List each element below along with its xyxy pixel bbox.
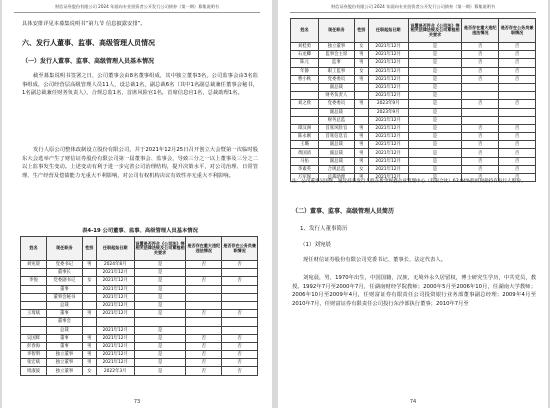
table-cell-v1: 否 bbox=[186, 261, 222, 269]
table-cell-duty: 监事 bbox=[318, 59, 354, 67]
table-cell-duty: 董事会秘书 bbox=[46, 293, 82, 301]
table-cell-v1: 否 bbox=[462, 43, 499, 51]
table-cell-v1: 否 bbox=[462, 133, 499, 141]
table-cell-name: 刘之欣 bbox=[291, 100, 319, 108]
table-row bbox=[21, 342, 258, 350]
table-header-row bbox=[291, 19, 536, 43]
table-cell-v2: 否 bbox=[499, 165, 536, 173]
table-row bbox=[291, 149, 536, 157]
table-cell-sex bbox=[82, 285, 96, 293]
running-header-left: 财信证券股份有限公司 2024 年面向专业投资者公开发行公司债券（第一期）募集说明书 bbox=[14, 4, 260, 13]
table-cell-ok: 是 bbox=[408, 124, 462, 132]
table-cell-ok: 是 bbox=[408, 67, 462, 75]
bio-detail: 刘宛晨，男，1970年出生，中国国籍，汉族，无境外永久居留权，博士研究生学历，中共党员，教授。1992年7月至2000年7月，任湖南财经学院教师；2000年5月至2006年10月，任湖南大学教师；2006年10月至2009年4月，任财富证券有限责任公司投资银行业务部董事副总经理；2009年4月至2010年7月，任财富证券有限责任公司投行东沙部执行董事；2010年7月至 bbox=[292, 275, 536, 307]
table-cell-ok: 是 bbox=[408, 133, 462, 141]
paragraph-restructure: 发行人原公司整体改制设立股份有限公司，并于2021年12月25日召开创立大会暨第一次临时股东大会选举产生了财信证券股份有限公司第一届董事会、监事会，导致三分之一以上董事及三分之二以上监事发生变动。上述变动有利于进一步完善公司治理结构，提升决策水平，对公司治理、日常管理、生产经营及偿债能力无重大不利影响，对公司有权机构决议有效性亦无重大不利影响。 bbox=[22, 147, 258, 179]
table-cell-v1: 否 bbox=[462, 149, 499, 157]
table-cell-sex: 男 bbox=[354, 157, 368, 165]
table-cell-v2: 否 bbox=[499, 51, 536, 59]
table-cell-duty: 党委副书记 bbox=[46, 277, 82, 285]
intro-paragraph: 具体安排详见本募集说明书“第九节 信息披露安排”。 bbox=[22, 21, 146, 27]
table-cell-duty: 副总裁 bbox=[318, 157, 354, 165]
table-cell-duty: 副总裁 bbox=[318, 141, 354, 149]
table-cell-ok: 是 bbox=[408, 83, 462, 91]
table-cell-v1: 否 bbox=[186, 359, 222, 367]
table-cell-duty: 总裁 bbox=[46, 301, 82, 309]
table-row bbox=[21, 277, 258, 285]
table-cell-duty: 副总裁 bbox=[318, 149, 354, 157]
table-cell-name: 万军保 bbox=[291, 174, 319, 182]
table-cell-name: 李智明 bbox=[21, 351, 47, 359]
table-cell-ok: 是 bbox=[134, 326, 186, 334]
table-cell-date: 2021年12月 bbox=[96, 301, 134, 309]
table-cell-name: 陈元 bbox=[291, 59, 319, 67]
table-cell-name: 刘宛晨 bbox=[21, 261, 47, 269]
table-cell-name bbox=[21, 293, 47, 301]
table-cell-v2: 否 bbox=[222, 342, 258, 350]
col-header: 设置是否符合《公司法》等相关法律法规及公司章程相关要求 bbox=[134, 237, 186, 261]
table-cell-v1: 否 bbox=[462, 75, 499, 83]
table-cell-v1: 否 bbox=[462, 67, 499, 75]
table-cell-ok: 是 bbox=[134, 285, 186, 293]
table-cell-ok bbox=[134, 318, 186, 326]
table-cell-v1 bbox=[462, 116, 499, 124]
table-cell-v1: 否 bbox=[186, 367, 222, 375]
table-cell-v1: 否 bbox=[186, 334, 222, 342]
table-cell-sex bbox=[82, 326, 96, 334]
table-cell-v2: 否 bbox=[222, 367, 258, 375]
table-cell-ok: 是 bbox=[408, 141, 462, 149]
table-cell-sex: 男 bbox=[82, 351, 96, 359]
table-cell-v2: 否 bbox=[222, 351, 258, 359]
table-cell-sex: 女 bbox=[354, 165, 368, 173]
table-row bbox=[21, 293, 258, 301]
table-cell-sex: 男 bbox=[354, 174, 368, 182]
table-cell-ok: 是 bbox=[134, 359, 186, 367]
table-cell-v2: 否 bbox=[499, 149, 536, 157]
table-cell-sex: 女 bbox=[354, 43, 368, 51]
bio-role: 现任财信证券股份有限公司党委书记、董事长、法定代表人。 bbox=[303, 257, 447, 263]
table-cell-v1 bbox=[186, 293, 222, 301]
table-row bbox=[21, 261, 258, 269]
subsection-heading: （一）发行人董事、监事、高级管理人员基本情况 bbox=[22, 58, 155, 65]
table-row bbox=[291, 51, 536, 59]
table-cell-date: 2021年12月 bbox=[368, 149, 408, 157]
table-cell-ok: 是 bbox=[134, 310, 186, 318]
table-cell-ok: 是 bbox=[134, 277, 186, 285]
table-cell-date: 2021年12月 bbox=[96, 269, 134, 277]
col-header: 性别 bbox=[354, 19, 368, 43]
table-cell-sex: 男 bbox=[354, 51, 368, 59]
col-header: 性别 bbox=[82, 237, 96, 261]
table-cell-v1: 否 bbox=[462, 174, 499, 182]
table-cell-name: 谭汉洲 bbox=[291, 124, 319, 132]
table-row bbox=[291, 67, 536, 75]
management-table bbox=[20, 236, 258, 376]
table-cell-duty: 董事会 bbox=[46, 318, 82, 326]
table-cell-duty: 独立董事 bbox=[318, 43, 354, 51]
table-cell-sex: 男 bbox=[354, 75, 368, 83]
table-cell-ok: 是 bbox=[408, 174, 462, 182]
table-cell-v1 bbox=[462, 92, 499, 100]
table-row bbox=[21, 359, 258, 367]
table-cell-v2: 否 bbox=[499, 43, 536, 51]
page-right bbox=[278, 0, 548, 408]
table-cell-sex: 男 bbox=[354, 100, 368, 108]
table-cell-name bbox=[21, 285, 47, 293]
table-cell-ok: 是 bbox=[134, 367, 186, 375]
table-row bbox=[291, 124, 536, 132]
table-cell-v1 bbox=[186, 285, 222, 293]
table-cell-ok: 是 bbox=[408, 75, 462, 83]
table-cell-ok: 是 bbox=[408, 157, 462, 165]
table-row bbox=[291, 83, 536, 91]
table-cell-v1: 否 bbox=[186, 277, 222, 285]
table-cell-sex: 男 bbox=[82, 261, 96, 269]
table-cell-duty: 总裁助理 bbox=[318, 174, 354, 182]
table-cell-sex: 男 bbox=[354, 59, 368, 67]
table-cell-name: 张宏斌 bbox=[21, 359, 47, 367]
col-header: 现任职务 bbox=[46, 237, 82, 261]
table-row bbox=[291, 75, 536, 83]
table-cell-v2 bbox=[222, 326, 258, 334]
table-cell-name: 王琦斌 bbox=[21, 310, 47, 318]
table-cell-v1: 否 bbox=[462, 157, 499, 165]
table-cell-date: 2021年12月 bbox=[368, 43, 408, 51]
table-cell-duty: 独立董事 bbox=[46, 367, 82, 375]
table-cell-name: 马佑 bbox=[291, 157, 319, 165]
table-cell-v1 bbox=[462, 108, 499, 116]
table-cell-v2: 否 bbox=[499, 75, 536, 83]
table-cell-duty: 首席信息官 bbox=[318, 133, 354, 141]
table-cell-ok: 是 bbox=[408, 51, 462, 59]
table-cell-date: 2021年12月 bbox=[368, 124, 408, 132]
table-cell-ok: 是 bbox=[134, 261, 186, 269]
table-row bbox=[291, 157, 536, 165]
table-cell-ok: 是 bbox=[408, 108, 462, 116]
table-cell-v1: 否 bbox=[462, 51, 499, 59]
table-row bbox=[21, 326, 258, 334]
table-cell-ok: 是 bbox=[134, 293, 186, 301]
table-cell-v2 bbox=[222, 293, 258, 301]
table-cell-name: 陈永刚 bbox=[291, 133, 319, 141]
table-cell-sex: 男 bbox=[354, 141, 368, 149]
table-cell-duty: 副总裁 bbox=[318, 83, 354, 91]
table-cell-v2: 否 bbox=[222, 334, 258, 342]
table-cell-date: 2021年12月 bbox=[368, 141, 408, 149]
table-cell-date: 2021年12月 bbox=[96, 293, 134, 301]
table-cell-date: 2021年12月 bbox=[96, 342, 134, 350]
table-cell-duty: 董事 bbox=[46, 285, 82, 293]
table-row bbox=[21, 269, 258, 277]
table-cell-duty: 董事 bbox=[46, 310, 82, 318]
table-cell-ok: 是 bbox=[408, 92, 462, 100]
table-cell-duty: 总裁 bbox=[46, 326, 82, 334]
table-cell-v2: 否 bbox=[499, 67, 536, 75]
table-cell-duty: 财务负责人 bbox=[318, 92, 354, 100]
table-row bbox=[291, 108, 536, 116]
table-cell-date: 2021年12月 bbox=[368, 174, 408, 182]
table-cell-name bbox=[21, 301, 47, 309]
table-caption: 表4-19 公司董事、监事、高级管理人员基本情况 bbox=[82, 228, 198, 234]
table-cell-date: 2021年12月 bbox=[96, 351, 134, 359]
table-row bbox=[291, 59, 536, 67]
table-cell-name: 吴国辉 bbox=[21, 334, 47, 342]
table-row bbox=[291, 100, 536, 108]
table-cell-ok: 是 bbox=[134, 301, 186, 309]
table-cell-v1: 否 bbox=[462, 165, 499, 173]
table-cell-v2 bbox=[222, 318, 258, 326]
table-cell-duty: 党委委员 bbox=[318, 100, 354, 108]
table-cell-v1 bbox=[186, 318, 222, 326]
table-cell-date: 2024年8月 bbox=[96, 261, 134, 269]
table-cell-v2: 否 bbox=[222, 359, 258, 367]
table-cell-ok: 是 bbox=[134, 269, 186, 277]
table-cell-duty: 独立董事 bbox=[46, 351, 82, 359]
table-cell-ok: 是 bbox=[134, 351, 186, 359]
table-note: 注：公司董事吴国辉、通过持有发行人股东新余财鑫企业管理中心（有限合伙）63.84%股权间接持有发行人股份。 bbox=[292, 179, 526, 184]
table-cell-v1: 否 bbox=[462, 59, 499, 67]
table-cell-name bbox=[291, 92, 319, 100]
table-cell-v1 bbox=[462, 83, 499, 91]
table-cell-ok: 是 bbox=[408, 100, 462, 108]
table-cell-name bbox=[21, 326, 47, 334]
table-cell-duty: 首席风险官 bbox=[318, 124, 354, 132]
table-row bbox=[291, 43, 536, 51]
table-row bbox=[21, 367, 258, 375]
table-cell-v2 bbox=[222, 285, 258, 293]
table-cell-sex bbox=[354, 92, 368, 100]
table-cell-sex: 男 bbox=[82, 334, 96, 342]
table-cell-name bbox=[21, 269, 47, 277]
col-header: 是否存在公务员兼职情况 bbox=[499, 19, 536, 43]
table-cell-duty: 董事长 bbox=[46, 269, 82, 277]
table-cell-duty: 职工监事 bbox=[318, 67, 354, 75]
table-row bbox=[21, 285, 258, 293]
table-row bbox=[291, 133, 536, 141]
table-cell-v1: 否 bbox=[462, 100, 499, 108]
table-cell-sex bbox=[82, 318, 96, 326]
table-cell-date: 2021年12月 bbox=[96, 310, 134, 318]
table-cell-date: 2021年12月 bbox=[96, 359, 134, 367]
col-header: 姓名 bbox=[21, 237, 47, 261]
table-cell-v1: 否 bbox=[186, 310, 222, 318]
table-cell-date: 2021年12月 bbox=[368, 67, 408, 75]
section-heading: 六、发行人董事、监事、高级管理人员情况 bbox=[22, 39, 155, 47]
table-cell-v2: 否 bbox=[222, 261, 258, 269]
table-cell-ok: 是 bbox=[408, 43, 462, 51]
table-cell-v2: 否 bbox=[499, 124, 536, 132]
table-row bbox=[21, 310, 258, 318]
table-cell-duty: 董事 bbox=[46, 342, 82, 350]
col-header: 任职起始日期 bbox=[368, 19, 408, 43]
table-cell-sex: 女 bbox=[354, 67, 368, 75]
table-cell-sex: 男 bbox=[354, 149, 368, 157]
table-cell-v2: 否 bbox=[222, 277, 258, 285]
table-cell-sex: 男 bbox=[354, 133, 368, 141]
table-cell-name bbox=[291, 108, 319, 116]
table-cell-v2: 否 bbox=[499, 157, 536, 165]
table-row bbox=[21, 318, 258, 326]
table-cell-duty: 董事 bbox=[46, 334, 82, 342]
table-cell-name: 石龙卿 bbox=[291, 51, 319, 59]
item-heading: 1、发行人董事简历 bbox=[300, 226, 348, 232]
table-cell-date: 2021年12月 bbox=[96, 277, 134, 285]
table-cell-v2: 否 bbox=[499, 133, 536, 141]
table-row bbox=[291, 92, 536, 100]
table-row bbox=[291, 141, 536, 149]
table-cell-date: 2021年12月 bbox=[368, 92, 408, 100]
table-cell-date: 2022年3月 bbox=[96, 367, 134, 375]
table-row bbox=[21, 301, 258, 309]
table-cell-duty: 合规总监 bbox=[318, 165, 354, 173]
table-cell-v2 bbox=[499, 116, 536, 124]
table-cell-v1 bbox=[186, 326, 222, 334]
table-cell-v1: 否 bbox=[186, 351, 222, 359]
table-cell-name: 彭春海 bbox=[21, 342, 47, 350]
table-cell-v2 bbox=[499, 108, 536, 116]
table-cell-date: 2023年9月 bbox=[368, 100, 408, 108]
page-left bbox=[2, 0, 272, 408]
table-cell-ok: 是 bbox=[134, 342, 186, 350]
table-cell-duty: 监事会主席 bbox=[318, 51, 354, 59]
table-cell-duty: 党委书记 bbox=[46, 261, 82, 269]
table-row bbox=[291, 165, 536, 173]
col-header: 是否存在公务员兼职情况 bbox=[222, 237, 258, 261]
table-cell-date: 2021年12月 bbox=[368, 51, 408, 59]
table-cell-name bbox=[291, 116, 319, 124]
table-cell-sex: 男 bbox=[82, 342, 96, 350]
col-header: 是否存在重大违纪违法情况 bbox=[462, 19, 499, 43]
col-header: 姓名 bbox=[291, 19, 319, 43]
table-cell-sex bbox=[354, 83, 368, 91]
page-number-right: 74 bbox=[409, 399, 417, 405]
table-header-row bbox=[21, 237, 258, 261]
table-cell-sex: 女 bbox=[82, 277, 96, 285]
table-cell-date: 2021年12月 bbox=[368, 83, 408, 91]
table-cell-v2: 否 bbox=[499, 141, 536, 149]
table-cell-v2: 否 bbox=[499, 174, 536, 182]
table-cell-duty: 副总裁 bbox=[318, 108, 354, 116]
table-cell-duty: 独立董事 bbox=[46, 359, 82, 367]
table-cell-date: 2021年12月 bbox=[96, 285, 134, 293]
table-cell-name: 王璐 bbox=[291, 141, 319, 149]
table-cell-name: 刘桂勇 bbox=[291, 43, 319, 51]
table-cell-sex: 男 bbox=[354, 124, 368, 132]
table-cell-ok: 是 bbox=[408, 149, 462, 157]
table-cell-date: 2021年12月 bbox=[368, 133, 408, 141]
table-cell-v1 bbox=[186, 269, 222, 277]
table-cell-sex: 女 bbox=[82, 367, 96, 375]
table-cell-v1: 否 bbox=[462, 141, 499, 149]
table-cell-duty: 党委委员 bbox=[318, 75, 354, 83]
table-cell-ok: 是 bbox=[134, 334, 186, 342]
table-cell-v1 bbox=[186, 301, 222, 309]
table-cell-date: 2021年12月 bbox=[368, 116, 408, 124]
table-cell-sex: 男 bbox=[82, 310, 96, 318]
table-cell-sex bbox=[82, 293, 96, 301]
table-cell-v2: 否 bbox=[499, 100, 536, 108]
table-cell-name: 李悦 bbox=[21, 277, 47, 285]
table-cell-sex bbox=[82, 301, 96, 309]
table-cell-sex bbox=[354, 116, 368, 124]
table-cell-date: 2023年9月 bbox=[368, 108, 408, 116]
table-cell-v1: 否 bbox=[186, 342, 222, 350]
table-cell-name bbox=[21, 318, 47, 326]
table-cell-name: 李素英 bbox=[291, 165, 319, 173]
table-cell-sex bbox=[82, 269, 96, 277]
table-cell-date bbox=[96, 318, 134, 326]
table-row bbox=[291, 116, 536, 124]
table-cell-sex: 男 bbox=[82, 359, 96, 367]
col-header: 设置是否符合《公司法》等相关法律法规及公司章程相关要求 bbox=[408, 19, 462, 43]
table-cell-ok: 是 bbox=[408, 165, 462, 173]
table-cell-date: 2021年12月 bbox=[368, 157, 408, 165]
table-cell-name: 曹小秋 bbox=[291, 75, 319, 83]
table-cell-v2 bbox=[499, 92, 536, 100]
table-cell-date: 2021年12月 bbox=[96, 334, 134, 342]
table-cell-date: 2021年12月 bbox=[368, 75, 408, 83]
table-cell-name: 周淑波 bbox=[21, 367, 47, 375]
col-header: 现任职务 bbox=[318, 19, 354, 43]
table-cell-date: 2021年12月 bbox=[368, 59, 408, 67]
table-cell-v1: 否 bbox=[462, 124, 499, 132]
paragraph-composition: 截至募集说明书签署之日，公司董事会由8名董事组成，其中独立董事3名，公司监事会由3名监事组成，公司经营层高级管理人员11人，设总裁1名，副总裁6名（其中1名副总裁兼任董事会秘书，1名副总裁兼任财务负责人），合规总监1名，首席风险官1名，首席信息官1名，总裁助理1名。 bbox=[22, 73, 258, 97]
table-cell-ok: 是 bbox=[408, 116, 462, 124]
running-header-right: 财信证券股份有限公司 2024 年面向专业投资者公开发行公司债券（第一期）募集说明书 bbox=[290, 4, 536, 13]
table-cell-v2 bbox=[222, 269, 258, 277]
table-cell-date: 2021年12月 bbox=[368, 165, 408, 173]
col-header: 是否存在重大违纪违法情况 bbox=[186, 237, 222, 261]
table-cell-name bbox=[291, 83, 319, 91]
table-cell-v2: 否 bbox=[222, 310, 258, 318]
table-cell-sex bbox=[354, 108, 368, 116]
page-number-left: 73 bbox=[133, 399, 141, 405]
col-header: 任职起始日期 bbox=[96, 237, 134, 261]
person-heading: （1）刘宛晨 bbox=[300, 242, 331, 248]
subsection-heading-bio: （二）董事、监事、高级管理人员简历 bbox=[292, 208, 395, 215]
table-row bbox=[21, 334, 258, 342]
table-cell-v2: 否 bbox=[499, 59, 536, 67]
table-cell-name: 黄国清 bbox=[291, 149, 319, 157]
management-table-continued bbox=[290, 18, 536, 182]
table-cell-date: 2021年12月 bbox=[96, 326, 134, 334]
table-cell-ok: 是 bbox=[408, 59, 462, 67]
table-cell-name: 年静 bbox=[291, 67, 319, 75]
table-cell-v2 bbox=[499, 83, 536, 91]
table-cell-v2 bbox=[222, 301, 258, 309]
table-row bbox=[21, 351, 258, 359]
table-cell-duty: 财务总监 bbox=[318, 116, 354, 124]
